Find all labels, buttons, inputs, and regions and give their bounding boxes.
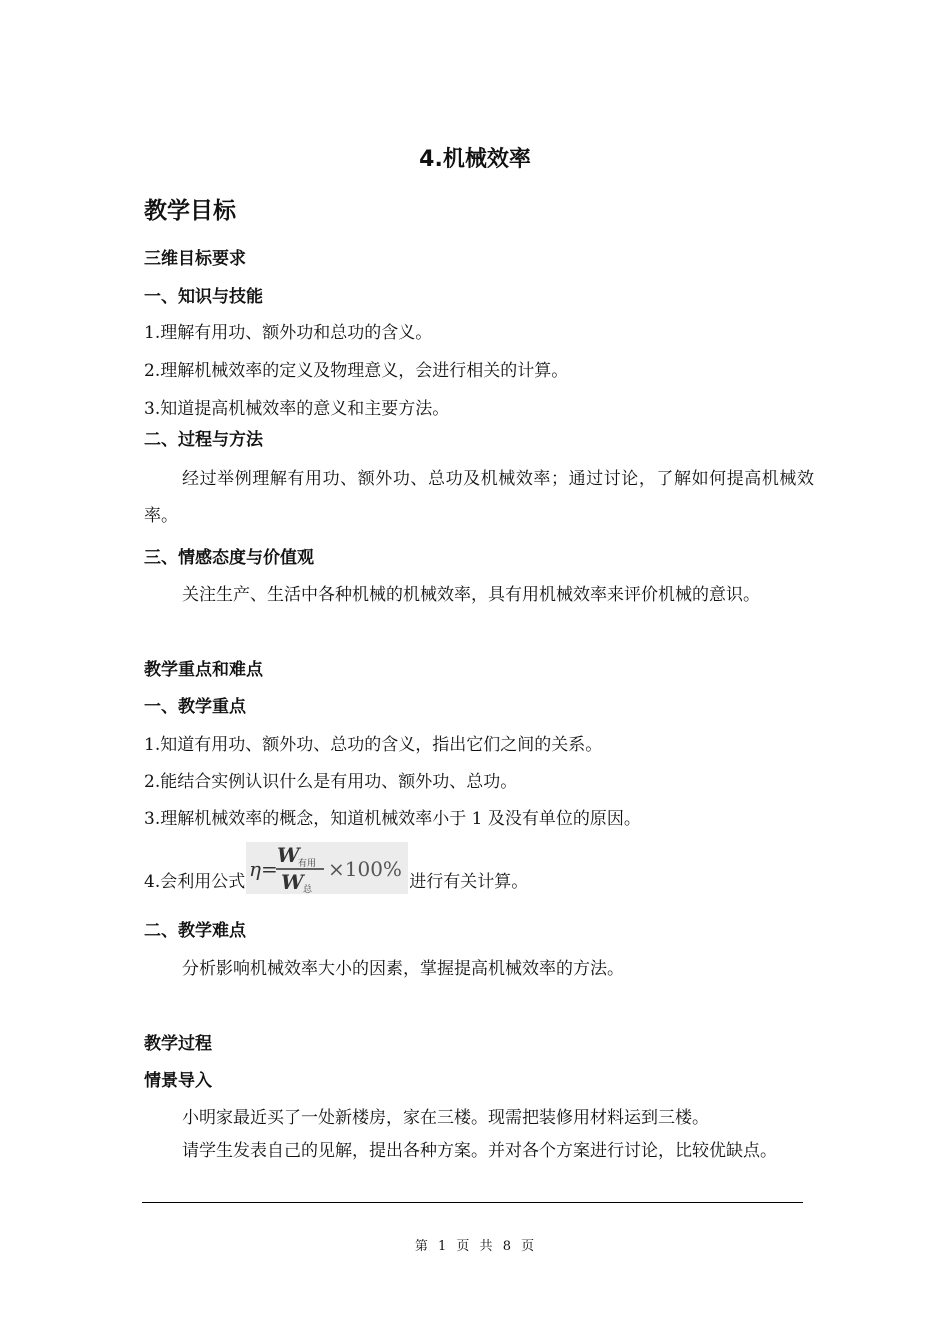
heading-scenario-intro: 情景导入 <box>144 1071 212 1091</box>
heading-emotion-values: 三、情感态度与价值观 <box>144 548 314 568</box>
list-item: 3.知道提高机械效率的意义和主要方法。 <box>144 399 450 419</box>
formula-outro-text: 进行有关计算。 <box>409 872 529 892</box>
list-item: 1.理解有用功、额外功和总功的含义。 <box>144 323 433 343</box>
document-title: 4.机械效率 <box>419 147 531 172</box>
formula-tail: ×100% <box>328 857 403 881</box>
subheading-three-dimensional-goals: 三维目标要求 <box>144 249 246 269</box>
heading-teaching-focus: 一、教学重点 <box>144 697 246 717</box>
formula-denominator: W <box>281 870 304 894</box>
section-heading-teaching-goals: 教学目标 <box>144 198 236 224</box>
paragraph-emotion-values: 关注生产、生活中各种机械的机械效率，具有用机械效率来评价机械的意识。 <box>182 585 760 605</box>
page-number: 第 1 页 共 8 页 <box>414 1239 536 1254</box>
paragraph-teaching-difficulty: 分析影响机械效率大小的因素，掌握提高机械效率的方法。 <box>182 959 624 979</box>
formula-numerator: W <box>277 843 300 867</box>
footer-divider <box>142 1202 803 1203</box>
list-item: 2.理解机械效率的定义及物理意义，会进行相关的计算。 <box>144 361 569 381</box>
efficiency-formula-image <box>246 842 408 894</box>
paragraph-scenario: 小明家最近买了一处新楼房，家在三楼。现需把装修用材料运到三楼。 <box>182 1108 709 1128</box>
paragraph-process-method: 经过举例理解有用功、额外功、总功及机械效率；通过讨论，了解如何提高机械效率。 <box>144 469 814 526</box>
list-item: 2.能结合实例认识什么是有用功、额外功、总功。 <box>144 772 518 792</box>
list-item: 1.知道有用功、额外功、总功的含义，指出它们之间的关系。 <box>144 735 603 755</box>
efficiency-formula <box>246 842 408 894</box>
formula-eta: η= <box>249 857 278 881</box>
formula-intro-text: 4.会利用公式 <box>144 872 246 892</box>
heading-process-method: 二、过程与方法 <box>144 430 263 450</box>
formula-numerator-sub: 有用 <box>298 859 317 869</box>
list-item-formula <box>144 842 528 894</box>
list-item: 3.理解机械效率的概念，知道机械效率小于 1 及没有单位的原因。 <box>144 809 641 829</box>
section-heading-teaching-process: 教学过程 <box>144 1034 212 1054</box>
heading-knowledge-skills: 一、知识与技能 <box>144 287 263 307</box>
heading-teaching-difficulty: 二、教学难点 <box>144 921 246 941</box>
paragraph-discussion: 请学生发表自己的见解，提出各种方案。并对各个方案进行讨论，比较优缺点。 <box>182 1141 777 1161</box>
formula-denominator-sub: 总 <box>303 885 313 894</box>
section-heading-key-points: 教学重点和难点 <box>144 660 263 680</box>
